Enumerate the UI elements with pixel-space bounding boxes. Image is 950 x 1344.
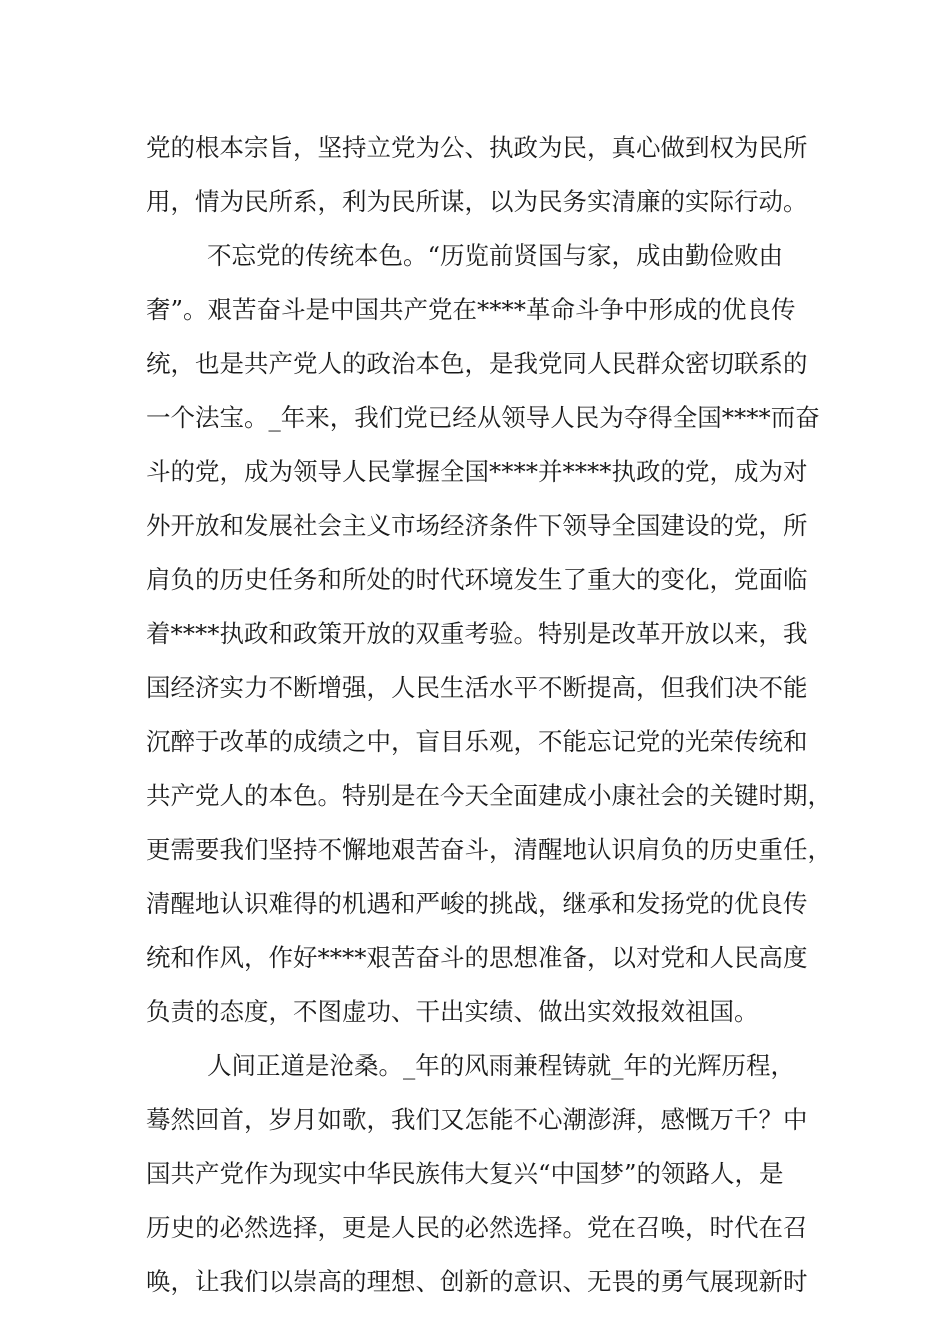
text-line: 历史的必然选择，更是人民的必然选择。党在召唤，时代在召 <box>146 1213 808 1242</box>
text-line: 蓦然回首，岁月如歌，我们又怎能不心潮澎湃，感慨万千？中 <box>146 1105 808 1134</box>
text-line: 着****执政和政策开放的双重考验。特别是改革开放以来，我 <box>146 619 808 648</box>
text-line: 用，情为民所系，利为民所谋，以为民务实清廉的实际行动。 <box>146 187 808 216</box>
text-line: 奢”。艰苦奋斗是中国共产党在****革命斗争中形成的优良传 <box>146 295 796 324</box>
text-line: 负责的态度，不图虚功、干出实绩、做出实效报效祖国。 <box>146 997 759 1026</box>
text-line: 统，也是共产党人的政治本色，是我党同人民群众密切联系的 <box>146 349 808 378</box>
text-line: 共产党人的本色。特别是在今天全面建成小康社会的关键时期， <box>146 781 832 810</box>
text-line: 更需要我们坚持不懈地艰苦奋斗，清醒地认识肩负的历史重任， <box>146 835 832 864</box>
text-line: 唤，让我们以崇高的理想、创新的意识、无畏的勇气展现新时 <box>146 1267 808 1296</box>
paragraph-first-line: 不忘党的传统本色。“历览前贤国与家，成由勤俭败由 <box>207 241 784 270</box>
text-line: 肩负的历史任务和所处的时代环境发生了重大的变化，党面临 <box>146 565 808 594</box>
text-line: 斗的党，成为领导人民掌握全国****并****执政的党，成为对 <box>146 457 808 486</box>
text-line: 外开放和发展社会主义市场经济条件下领导全国建设的党，所 <box>146 511 808 540</box>
paragraph-first-line: 人间正道是沧桑。_年的风雨兼程铸就_年的光辉历程， <box>207 1051 795 1080</box>
text-line: 清醒地认识难得的机遇和严峻的挑战，继承和发扬党的优良传 <box>146 889 808 918</box>
text-line: 沉醉于改革的成绩之中，盲目乐观，不能忘记党的光荣传统和 <box>146 727 808 756</box>
text-line: 统和作风，作好****艰苦奋斗的思想准备，以对党和人民高度 <box>146 943 808 972</box>
text-line: 党的根本宗旨，坚持立党为公、执政为民，真心做到权为民所 <box>146 133 808 162</box>
text-line: 国共产党作为现实中华民族伟大复兴“中国梦”的领路人，是 <box>146 1159 784 1188</box>
text-line: 一个法宝。_年来，我们党已经从领导人民为夺得全国****而奋 <box>146 403 820 432</box>
text-line: 国经济实力不断增强，人民生活水平不断提高，但我们决不能 <box>146 673 808 702</box>
